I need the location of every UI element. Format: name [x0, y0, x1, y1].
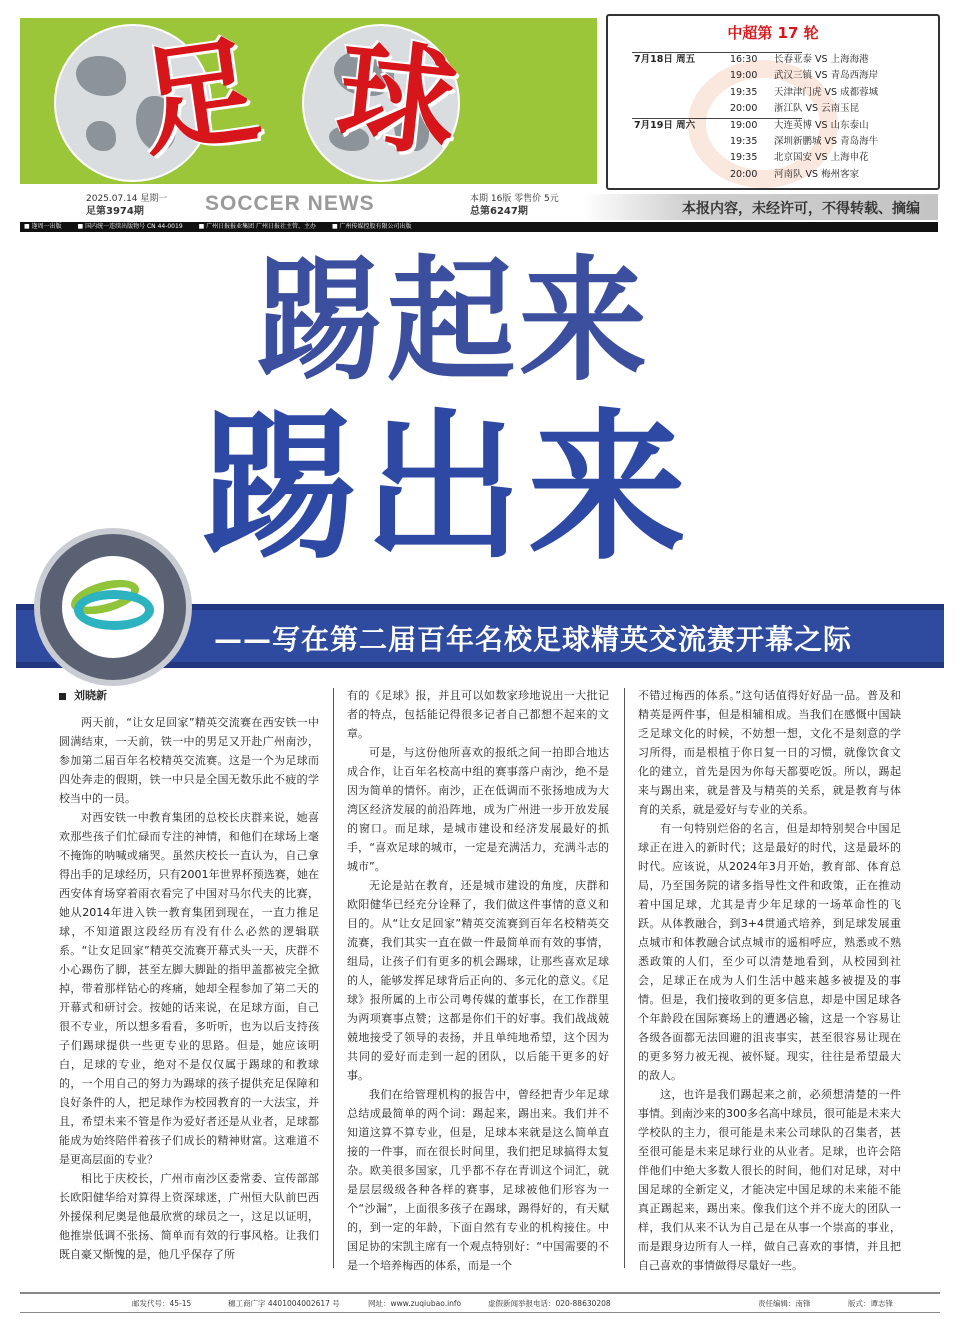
event-logo — [34, 528, 192, 686]
article-column-2 — [347, 686, 609, 1275]
article-author: 刘晓新 — [59, 686, 319, 705]
schedule-row — [608, 85, 938, 101]
schedule-match: 武汉三镇 VS 青岛西海岸 — [774, 70, 879, 82]
publication-info-bar — [20, 222, 938, 232]
match-schedule-box — [606, 14, 940, 190]
schedule-time: 19:00 — [730, 70, 758, 82]
footer-editor: 责任编辑：南锋 — [758, 1299, 811, 1308]
masthead-subtitle: SOCCER NEWS — [205, 192, 375, 215]
article-column-3 — [638, 686, 901, 1275]
footer-info — [20, 1296, 940, 1310]
schedule-time: 16:30 — [730, 54, 758, 65]
schedule-row — [608, 52, 938, 68]
schedule-time: 19:35 — [730, 152, 758, 164]
footer-website: 网址：www.zuqiubao.info — [368, 1299, 462, 1308]
pages-price: 本期 16版 零售价 5元 — [470, 194, 559, 204]
schedule-match: 大连英博 VS 山东泰山 — [774, 119, 869, 131]
schedule-row — [608, 118, 938, 134]
column-divider — [333, 688, 334, 1268]
schedule-row — [608, 101, 938, 117]
schedule-match: 天津津门虎 VS 成都蓉城 — [774, 86, 879, 98]
article-paragraph: 可是，与这份他所喜欢的报纸之间一拍即合地达成合作，让百年名校高中组的赛事落户南沙，绝不是因为简单的情怀。南沙，正在低调而不张扬地成为大湾区经济发展的前沿阵地，成为广州进一步开放发展的窗口。而足球，是城市建设和经济发展最好的抓手，“喜欢足球的城市，一定是充满活力，充满斗志的城市”。 — [347, 746, 609, 873]
pub-info-item: ■ 逢周一出版 — [24, 223, 62, 230]
footer-postal: 邮发代号：45-15 — [132, 1299, 192, 1308]
article-paragraph: 相比于庆校长，广州市南沙区委常委、宣传部部长欧阳健华给对算得上资深球迷，广州恒大队前巴西外援保利尼奥是他最欣赏的球员之一，这足以证明，他推崇低调不张扬、简单而有效的行事风格。让我们既自豪又惭愧的是，他几乎保存了所 — [59, 1172, 319, 1261]
footer-license: 穗工商广字 4401004002617 号 — [228, 1299, 340, 1308]
article-paragraph: 这，也许是我们踢起来之前，必须想清楚的一件事情。到南沙来的300多名高中球员，很可能是未来大学校队的主力，很可能是未来公司球队的召集者，甚至很可能是未来足球行业的从业者。足球，也许会陪伴他们中绝大多数人很长的时间，他们对足球，对中国足球的全新定义，才能决定中国足球的未来能不能真正踢起来，踢出来。像我们这个并不庞大的团队一样，我们从来不认为自己是在从事一个崇高的事业，而是跟身边所有人一样，做自己喜欢的事情，并且把自己喜欢的事情做得尽量好一些。 — [638, 1088, 901, 1272]
headline-subtitle: ——写在第二届百年名校足球精英交流赛开幕之际 — [214, 623, 853, 656]
masthead-title-char: 足 — [130, 19, 268, 174]
schedule-match: 河南队 VS 梅州客家 — [774, 168, 860, 180]
article-paragraph: 不错过梅西的体系。”这句话值得好好品一品。普及和精英是两件事，但是相辅相成。当我们在感慨中国缺乏足球文化的时候，不妨想一想，文化不是刻意的学习所得，而是根植于你日复一日的习惯，就像饮食文化的建立，首先是因为你每天都要吃饭。所以，踢起来与踢出来，就是普及与精英的关系，就是教育与体育的关系，就是爱好与专业的关系。 — [638, 689, 901, 816]
schedule-match: 长春亚泰 VS 上海海港 — [774, 54, 869, 65]
schedule-row — [608, 167, 938, 183]
schedule-time: 19:35 — [730, 135, 758, 147]
headline-line1: 踢起来 — [255, 242, 652, 400]
pub-info-item: ■ 广州日报报业集团 广州日报社主管、主办 — [198, 223, 317, 230]
schedule-date: 7月18日 周五 — [634, 54, 696, 65]
schedule-row — [608, 68, 938, 84]
schedule-time: 20:00 — [730, 103, 758, 115]
footer-hotline: 虚假新闻举报电话：020-88630208 — [488, 1299, 611, 1308]
article-column-1 — [59, 686, 319, 1264]
schedule-row — [608, 150, 938, 166]
issue-date: 2025.07.14 星期一 — [86, 194, 168, 204]
article-paragraph: 对西安铁一中教育集团的总校长庆群来说，她喜欢那些孩子们忙碌而专注的神情，和他们在球场上毫不掩饰的呐喊或痛哭。虽然庆校长一直认为，自己拿得出手的足球经历，只有2001年世界杯预选赛，她在西安体育场穿着雨衣看完了中国对马尔代夫的比赛，她从2014年进入铁一教育集团到现在，一直力推足球，不知道跟这段经历有没有什么必然的逻辑联系。“让女足回家”精英交流赛开幕式头一天，庆群不小心踢伤了脚，甚至左脚大脚趾的指甲盖都被完全掀掉，带着那样钻心的疼痛，她却全程参加了第二天的开幕式和研讨会。按她的话来说，在足球方面，自己很不专业，所以想多看看，多听听，也为以后支持孩子们踢球提供一些更专业的思路。但是，她应该明白，足球的专业，绝对不是仅仅属于踢球的和教球的，一个用自己的努力为踢球的孩子提供充足保障和良好条件的人，把足球作为校园教育的一大法宝，并且，希望未来不管是作为爱好者还是从业者，足球都能成为始终陪伴着孩子们成长的精神财富。这难道不是更高层面的专业？ — [59, 811, 319, 1166]
article-paragraph: 两天前，“让女足回家”精英交流赛在西安铁一中圆满结束，一天前，铁一中的男足又开赴广州南沙，参加第二届百年名校精英交流赛。这是一个为足球而四处奔走的假期，铁一中只是全国无数乐此不疲的学校当中的一员。 — [59, 716, 319, 805]
pub-info-item: ■ 广州传媒控股有限公司出版 — [331, 223, 412, 230]
schedule-date: 7月19日 周六 — [634, 119, 696, 131]
article-paragraph: 无论是站在教育，还是城市建设的角度，庆群和欧阳健华已经充分诠释了，我们做这件事情的意义和目的。从“让女足回家”精英交流赛到百年名校精英交流赛，我们其实一直在做一件最简单而有效的事情，组局，让孩子们有更多的机会踢球，让那些喜欢足球的人，能够发挥足球背后正向的、多元化的意义。《足球》报所属的上市公司粤传媒的董事长，在工作群里为两项赛事点赞；这都是你们干的好事。我们战战兢兢地接受了领导的表扬，并且单纯地希望，这个因为共同的爱好而走到一起的团队，以后能干更多的好事。 — [347, 879, 609, 1082]
footer-rule — [20, 1312, 940, 1313]
article-paragraph: 我们在给管理机构的报告中，曾经把青少年足球总结成最简单的两个词：踢起来，踢出来。我们并不知道这算不算专业，但是，足球本来就是这么简单直接的一件事，而在很长时间里，我们把足球搞得太复杂。欧美很多国家，几乎都不存在青训这个词汇，就是层层级级各种各样的赛事，足球被他们形容为一个“沙漏”，上面很多孩子在踢球，踢得好的，有天赋的，到一定的年龄，下面自然有专业的机构接住。中国足协的宋凯主席有一个观点特别好：“中国需要的不是一个培养梅西的体系，而是一个 — [347, 1088, 609, 1272]
schedule-time: 20:00 — [730, 168, 758, 180]
schedule-row — [608, 134, 938, 150]
footer-rule — [20, 1292, 940, 1294]
schedule-match: 浙江队 VS 云南玉昆 — [774, 103, 860, 115]
column-divider — [624, 688, 625, 1268]
pub-info-item: ■ 国内统一连续出版物号 CN 44-0019 — [77, 223, 183, 230]
logo-ring-icon — [74, 590, 154, 630]
schedule-match: 北京国安 VS 上海申花 — [774, 152, 869, 164]
article-paragraph: 有一句特别烂俗的名言，但是却特别契合中国足球正在进入的新时代；这是最好的时代，这是最坏的时代。应该说，从2024年3月开始，教育部、体育总局，乃至国务院的诸多指导性文件和政策，正在推动着中国足球，尤其是青少年足球的一场革命性的飞跃。从体教融合，到3+4贯通式培养，到足球发展重点城市和体教融合试点城市的遥相呼应，熟悉或不熟悉政策的人们，至少可以清楚地看到，从校园到社会，足球正在成为人们生活中越来越多被提及的事情。但是，我们接收到的更多信息，却是中国足球各个年龄段在国际赛场上的遭遇必输，这是一个容易让各级各面都无法回避的沮丧事实，甚至很容易让现在的更多努力被无视、被怀疑。现实，往往是希望最大的敌人。 — [638, 822, 901, 1082]
footer-designer: 版式：谭志锋 — [848, 1299, 893, 1308]
masthead-banner — [20, 18, 597, 184]
masthead-title-char: 球 — [331, 23, 464, 174]
schedule-title: 中超第 17 轮 — [727, 24, 819, 42]
headline-line2: 踢出来 — [200, 393, 692, 583]
schedule-time: 19:00 — [730, 119, 758, 131]
rights-notice: 本报内容，未经许可，不得转载、摘编 — [582, 194, 938, 220]
article-paragraph: 有的《足球》报，并且可以如数家珍地说出一大批记者的特点，包括能记得很多记者自己都想不起来的文章。 — [347, 689, 609, 740]
total-issue: 总第6247期 — [470, 206, 528, 217]
schedule-time: 19:35 — [730, 86, 758, 98]
schedule-match: 深圳新鹏城 VS 青岛海牛 — [774, 135, 879, 147]
issue-number: 足第3974期 — [86, 206, 144, 217]
